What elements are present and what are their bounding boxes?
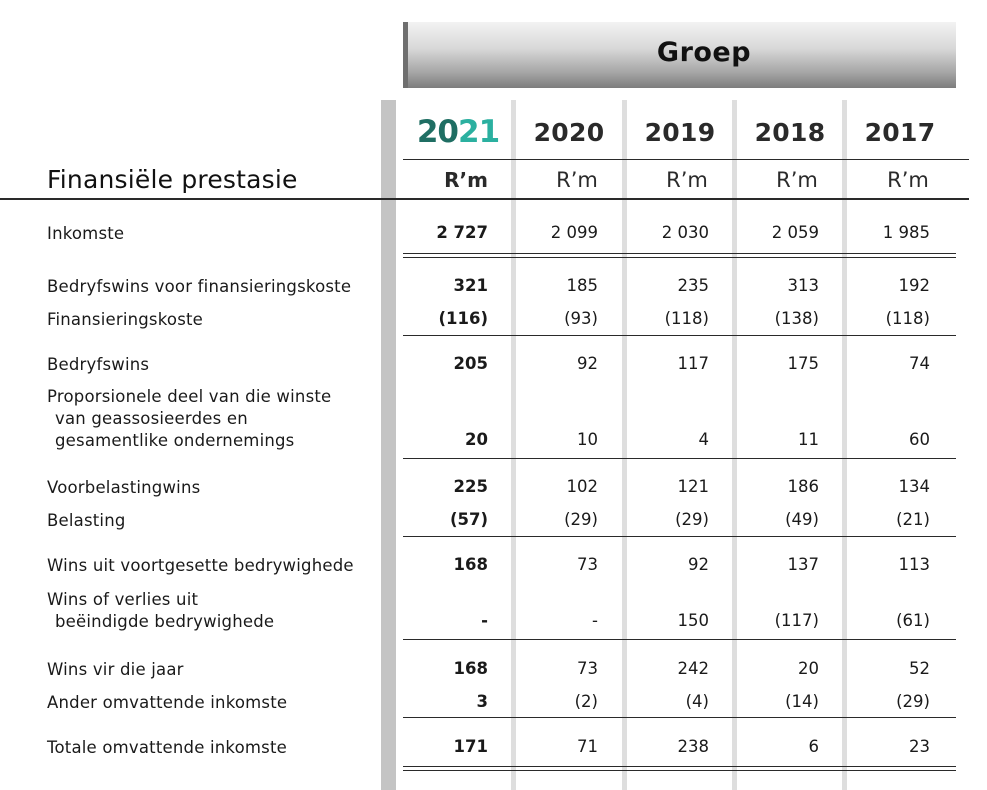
row-label [47,309,203,331]
row-label-line: Voorbelastingwins [47,478,201,497]
value-cell: 92 [577,354,598,373]
value-cell: (29) [896,692,930,711]
rule-double-1a [403,253,956,254]
value-cell: (4) [685,692,709,711]
value-cell: (29) [675,510,709,529]
row-label-line: Belasting [47,511,126,530]
unit-label-2020: R’m [556,168,598,192]
value-cell-2021: 3 [476,692,488,711]
value-cell-2021: 205 [453,354,488,373]
year-2021-part-b: 21 [458,114,500,150]
value-cell: (21) [896,510,930,529]
value-cell: 10 [577,430,598,449]
value-cell: 121 [677,477,709,496]
value-cell-2021: 168 [453,555,488,574]
value-cell-2021: - [481,611,488,630]
value-cell: 175 [787,354,819,373]
row-label [47,477,200,499]
value-cell: 102 [566,477,598,496]
value-cell: 20 [798,659,819,678]
row-label-line: Finansieringskoste [47,310,204,329]
header-rule [0,198,969,200]
rule-double-2a [403,766,956,767]
rule-single-4 [403,639,956,640]
year-2021-part-a: 20 [416,114,458,150]
value-cell: 73 [577,659,598,678]
column-divider-3 [732,100,737,790]
row-label-line: Ander omvattende inkomste [47,693,288,712]
value-cell-2021: 321 [453,276,488,295]
row-label-line: Bedryfswins voor finansieringskoste [47,277,352,296]
value-cell: 2 099 [550,223,598,242]
value-cell: (118) [664,309,709,328]
unit-label-2017: R’m [887,168,929,192]
column-divider-4 [842,100,847,790]
value-cell: 134 [898,477,930,496]
rule-single-5 [403,717,956,718]
value-cell: (118) [885,309,930,328]
value-cell: (138) [774,309,819,328]
column-divider-1 [511,100,516,790]
row-label-line: gesamentlike ondernemings [55,431,295,450]
value-cell: (117) [774,611,819,630]
row-label-line: beëindigde bedrywighede [55,612,275,631]
group-banner [403,22,956,88]
value-cell: (93) [564,309,598,328]
value-cell: 185 [566,276,598,295]
value-cell: 186 [787,477,819,496]
value-cell: 137 [787,555,819,574]
value-cell-2021: (57) [449,510,488,529]
value-cell: 192 [898,276,930,295]
rule-single-2 [403,458,956,459]
value-cell: - [592,611,598,630]
value-cell: 60 [909,430,930,449]
column-divider-2 [622,100,627,790]
current-year-column-bar [381,100,396,790]
value-cell: 92 [688,555,709,574]
value-cell: 52 [909,659,930,678]
value-cell: 150 [677,611,709,630]
row-label [47,223,124,245]
row-label [47,354,149,376]
rule-single-3 [403,536,956,537]
value-cell: 238 [677,737,709,756]
value-cell: 11 [798,430,819,449]
row-label [47,659,184,681]
value-cell: (29) [564,510,598,529]
row-label-line: Wins uit voortgesette bedrywighede [47,556,354,575]
year-header-2017: 2017 [864,118,936,147]
value-cell: 2 030 [661,223,709,242]
year-header-2020: 2020 [533,118,605,147]
row-label [47,737,287,759]
rule-single-1 [403,335,956,336]
value-cell-2021: (116) [438,309,488,328]
value-cell: 113 [898,555,930,574]
value-cell: 313 [787,276,819,295]
unit-label-2019: R’m [666,168,708,192]
row-label [47,555,354,577]
value-cell: (49) [785,510,819,529]
value-cell-2021: 20 [465,430,488,449]
value-cell-2021: 225 [453,477,488,496]
value-cell: 1 985 [882,223,930,242]
value-cell-2021: 168 [453,659,488,678]
rule-double-2b [403,770,956,771]
value-cell: 117 [677,354,709,373]
value-cell: 71 [577,737,598,756]
year-2021-header [403,114,513,150]
rule-double-1b [403,257,956,258]
unit-label-2021: R’m [444,168,488,192]
row-label-line: Wins of verlies uit [47,590,199,609]
row-label [47,510,126,532]
row-label-line: Totale omvattende inkomste [47,738,287,757]
value-cell: 6 [808,737,819,756]
table-title: Finansiële prestasie [47,165,298,194]
value-cell: (2) [574,692,598,711]
value-cell: 242 [677,659,709,678]
value-cell: (61) [896,611,930,630]
row-label [47,276,351,298]
value-cell: 73 [577,555,598,574]
value-cell: 4 [698,430,709,449]
value-cell: (14) [785,692,819,711]
row-label-line: Bedryfswins [47,355,150,374]
year-header-2019: 2019 [644,118,716,147]
row-label-line: Inkomste [47,224,125,243]
value-cell-2021: 2 727 [436,223,488,242]
value-cell: 2 059 [771,223,819,242]
row-label [47,692,287,714]
unit-label-2018: R’m [776,168,818,192]
row-label [47,589,274,633]
value-cell: 23 [909,737,930,756]
row-label-line: Wins vir die jaar [47,660,184,679]
row-label [47,386,331,452]
value-cell: 235 [677,276,709,295]
row-label-line: Proporsionele deel van die winste [47,387,332,406]
value-cell-2021: 171 [453,737,488,756]
header-divider [403,159,969,160]
group-label: Groep [656,36,752,68]
year-header-2018: 2018 [754,118,826,147]
value-cell: 74 [909,354,930,373]
row-label-line: van geassosieerdes en [55,409,248,428]
